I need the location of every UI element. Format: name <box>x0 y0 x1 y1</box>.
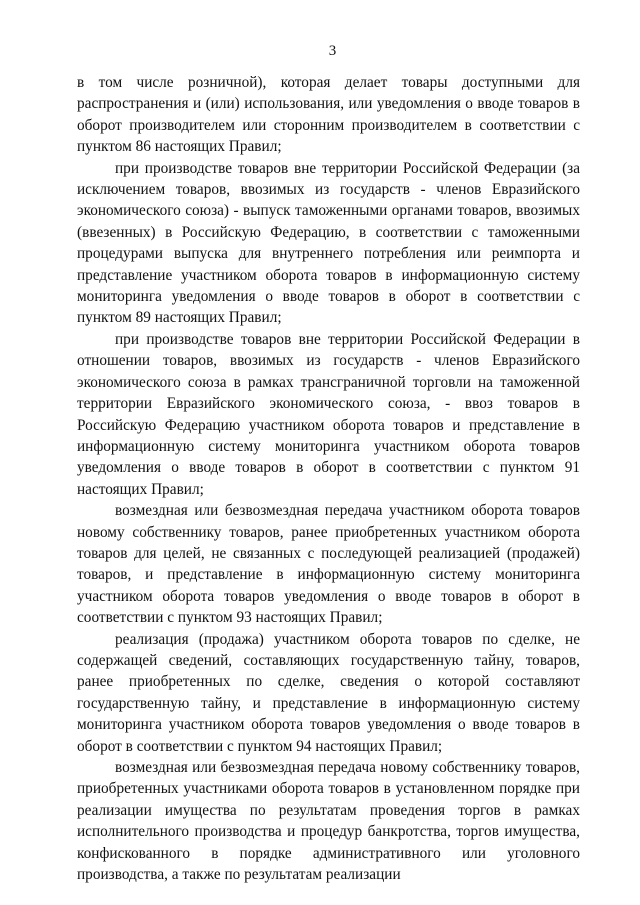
paragraph-import-non-eaeu: при производстве товаров вне территории Российской Федерации (за исключением товаров, ввозимых из государств - членов Евразийского экономического союза) - выпуск таможенными органами товаров, ввозимых (ввезенных) в Российскую Федерацию, в соответствии с таможенными процедурами выпуска для внутреннего потребления или реимпорта и представление участником оборота товаров в информационную систему мониторинга уведомления о вводе товаров в оборот в соответствии с пунктом 89 настоящих Правил; <box>77 159 580 327</box>
paragraph-state-secret-sale: реализация (продажа) участником оборота товаров по сделке, не содержащей сведений, составляющих государственную тайну, товаров, ранее приобретенных по сделке, сведения о которой составляют государственную тайну, и представление в информационную систему мониторинга участником оборота товаров уведомления о вводе товаров в оборот в соответствии с пунктом 94 настоящих Правил; <box>77 630 580 755</box>
paragraph-import-eaeu: при производстве товаров вне территории Российской Федерации в отношении товаров, ввозимых из государств - членов Евразийского экономического союза в рамках трансграничной торговли на таможенной территории Евразийского экономического союза, - ввоз товаров в Российскую Федерацию участником оборота товаров и представление в информационную систему мониторинга участником оборота товаров уведомления о вводе товаров в оборот в соответствии с пунктом 91 настоящих Правил; <box>77 330 580 498</box>
paragraph-transfer-new-owner: возмездная или безвозмездная передача участником оборота товаров новому собственнику товаров, ранее приобретенных участником оборота товаров для целей, не связанных с последующей реализацией (продажей) товаров, и представление в информационную систему мониторинга участником оборота товаров уведомления о вводе товаров в оборот в соответствии с пунктом 93 настоящих Правил; <box>77 502 580 627</box>
paragraph-continuation: в том числе розничной), которая делает товары доступными для распространения и (или) использования, или уведомления о вводе товаров в оборот производителем или сторонним производителем в соответствии с пунктом 86 настоящих Правил; <box>77 74 580 156</box>
paragraph-auction-transfer: возмездная или безвозмездная передача новому собственнику товаров, приобретенных участниками оборота товаров в установленном порядке при реализации имущества по результатам проведения торгов в рамках исполнительного производства и процедур банкротства, торгов имущества, конфискованного в порядке административного или уголовного производства, а также по результатам реализации <box>77 759 580 884</box>
page-number: 3 <box>328 43 337 59</box>
